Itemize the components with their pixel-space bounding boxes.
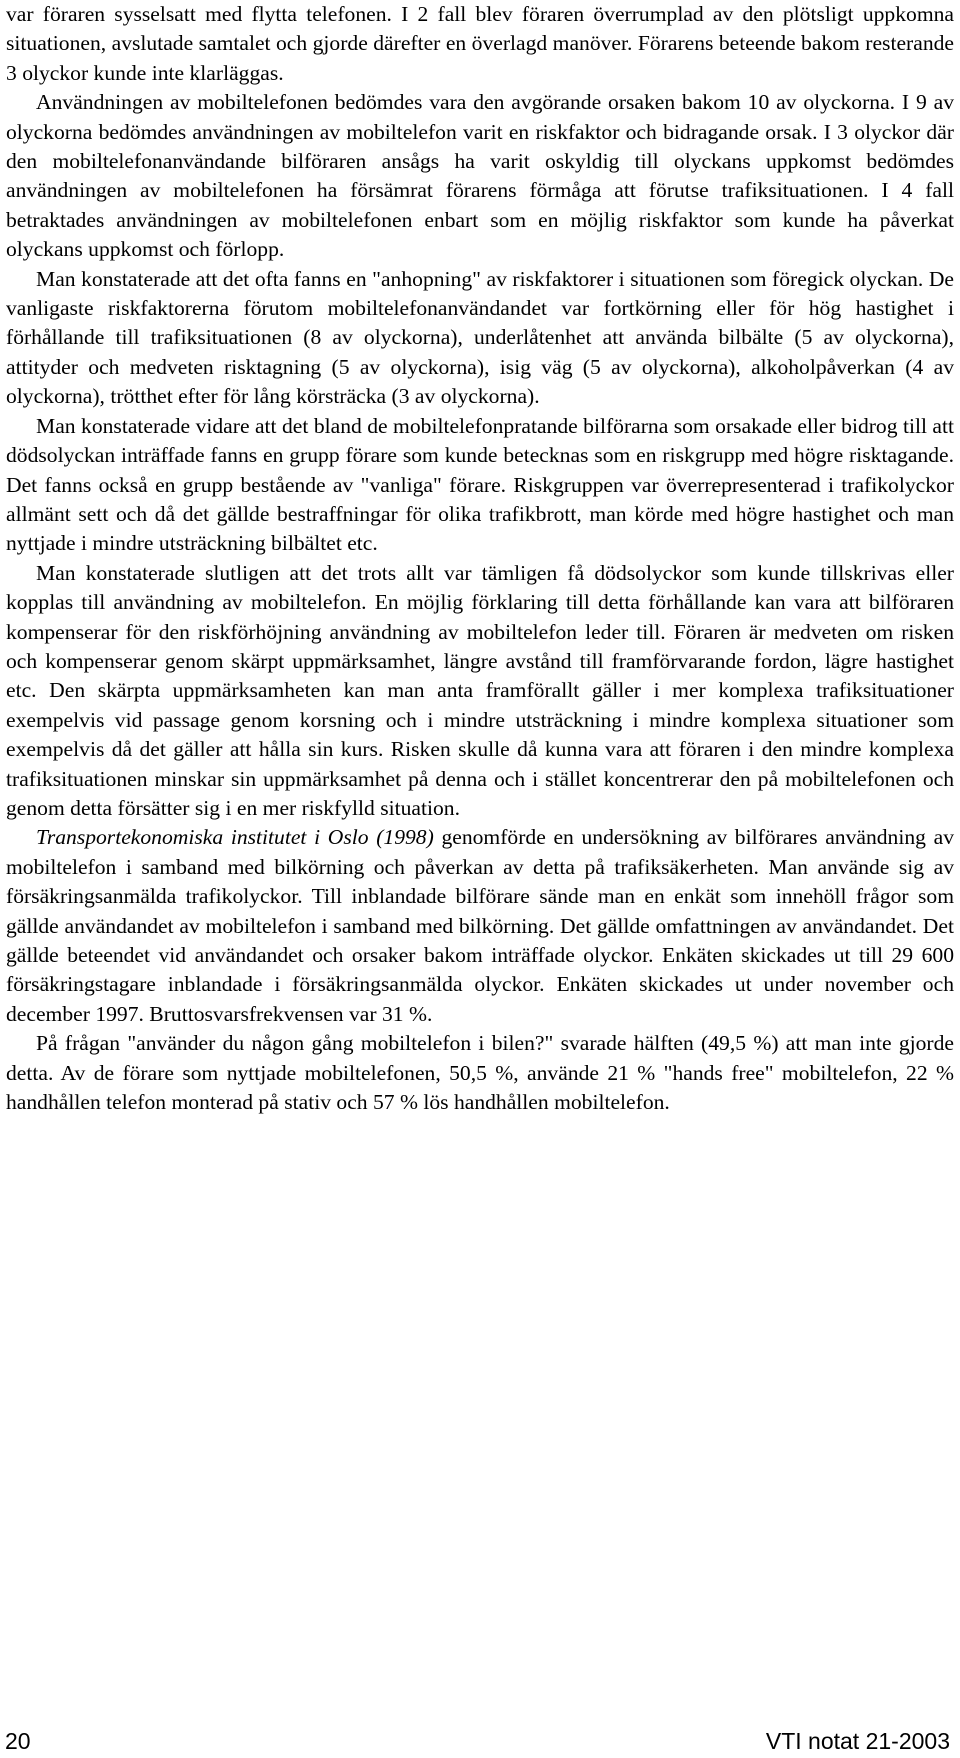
page-number: 20 [5,1728,31,1754]
paragraph-6-text: genomförde en undersökning av bilförares användning av mobiltelefon i samband med bilkörning och påverkan av detta på trafiksäkerheten. Man använde sig av försäkringsanmälda trafikolyckor. Till inblandade bilförare sände man en enkät som innehöll frågor som gällde användandet av mobiltelefon i samband med bilkörning. Det gällde omfattningen av användandet. Det gällde beteendet vid användandet och orsaker bakom inträffade olyckor. Enkäten skickades ut till 29 600 försäkringstagare inblandade i försäkringsanmälda olyckor. Enkäten skickades ut under november och december 1997. Bruttosvarsfrekvensen var 31 %. [6,825,954,1026]
paragraph-5: Man konstaterade slutligen att det trots allt var tämligen få dödsolyckor som kunde tillskrivas eller kopplas till användning av mobiltelefon. En möjlig förklaring till detta förhållande kan vara att bilföraren kompenserar för den riskförhöjning användning av mobiltelefon leder till. Föraren är medveten om risken och kompenserar genom skärpt uppmärksamhet, längre avstånd till framförvarande fordon, lägre hastighet etc. Den skärpta uppmärksamheten kan man anta framförallt gäller i mer komplexa trafiksituationer exempelvis vid passage genom korsning och i mindre utsträckning i mindre komplexa situationer som exempelvis då det gäller att hålla sin kurs. Risken skulle då kunna vara att föraren i den mindre komplexa trafiksituationen minskar sin uppmärksamhet på denna och i stället koncentrerar den på mobiltelefonen och genom detta försätter sig i en mer riskfylld situation. [6,560,954,820]
paragraph-2: Användningen av mobiltelefonen bedömdes vara den avgörande orsaken bakom 10 av olyckorna. I 9 av olyckorna bedömdes användningen av mobiltelefon varit en riskfaktor och bidragande orsak. I 3 olyckor där den mobiltelefonanvändande bilföraren ansågs ha varit oskyldig till olyckans uppkomst bedömdes användningen av mobiltelefonen ha försämrat förarens förmåga att förutse trafiksituationen. I 4 fall betraktades användningen av mobiltelefonen enbart som en möjlig riskfaktor som kunde ha påverkat olyckans uppkomst och förlopp. [6,90,954,262]
citation-reference: Transportekonomiska institutet i Oslo (1998) [36,825,434,850]
page-footer [5,1726,950,1758]
paragraph-6 [6,823,954,1029]
paragraph-4: Man konstaterade vidare att det bland de mobiltelefonpratande bilförarna som orsakade eller bidrog till att dödsolyckan inträffade fanns en grupp förare som kunde betecknas som en riskgrupp med högre risktagande. Det fanns också en grupp bestående av "vanliga" förare. Riskgruppen var överrepresenterad i trafikolyckor allmänt sett och då det gällde bestraffningar för olika trafikbrott, man körde med högre hastighet och man nyttjade i mindre utsträckning bilbältet etc. [6,413,954,556]
document-id: VTI notat 21-2003 [765,1728,950,1754]
document-body [6,0,954,1117]
paragraph-7: På frågan "använder du någon gång mobiltelefon i bilen?" svarade hälften (49,5 %) att man inte gjorde detta. Av de förare som nyttjade mobiltelefonen, 50,5 %, använde 21 % "hands free" mobiltelefon, 22 % handhållen telefon monterad på stativ och 57 % lös handhållen mobiltelefon. [6,1031,954,1115]
paragraph-3: Man konstaterade att det ofta fanns en "anhopning" av riskfaktorer i situationen som föregick olyckan. De vanligaste riskfaktorerna förutom mobiltelefonanvändandet var fortkörning eller för hög hastighet i förhållande till trafiksituationen (8 av olyckorna), underlåtenhet att använda bilbälte (5 av olyckorna), attityder och medveten risktagning (5 av olyckorna), isig väg (5 av olyckorna), alkoholpåverkan (4 av olyckorna), trötthet efter för lång körsträcka (3 av olyckorna). [6,266,954,409]
paragraph-1: var föraren sysselsatt med flytta telefonen. I 2 fall blev föraren överrumplad av den plötsligt uppkomna situationen, avslutade samtalet och gjorde därefter en överlagd manöver. Förarens beteende bakom resterande 3 olyckor kunde inte klarläggas. [6,2,954,85]
